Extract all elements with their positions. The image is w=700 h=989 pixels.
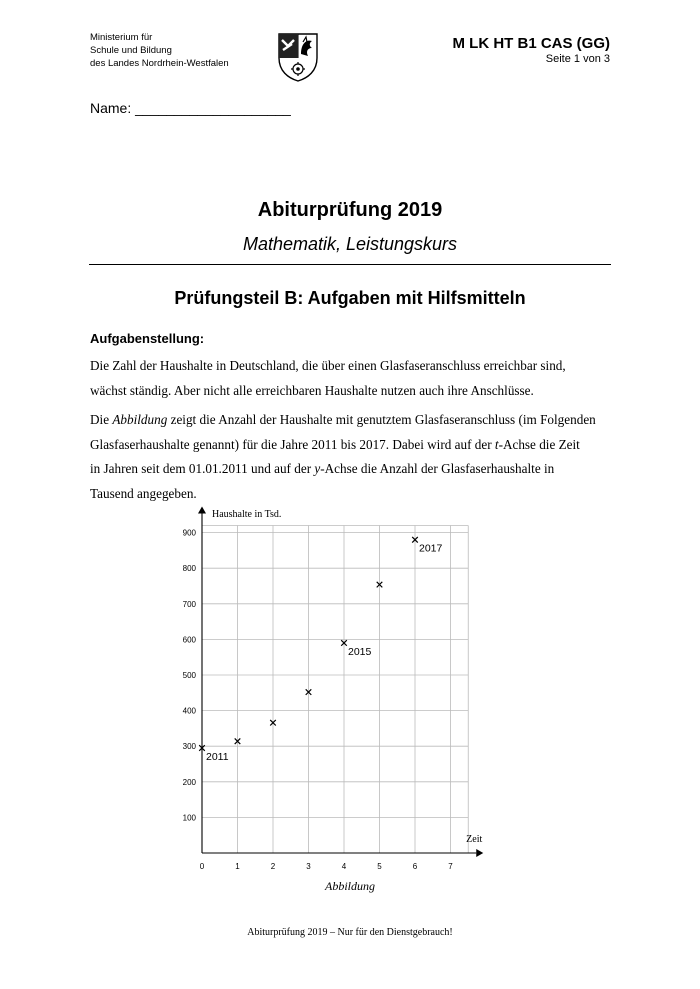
x-tick-label-3: 3	[306, 862, 311, 871]
exam-title: Abiturprüfung 2019	[257, 199, 443, 221]
data-label-0: 2011	[206, 750, 229, 763]
p2-line-1	[90, 408, 620, 433]
page-info: Seite 1 von 3	[545, 53, 610, 65]
page-footer: Abiturprüfung 2019 – Nur für den Dienstgebrauch!	[247, 927, 453, 938]
p2-text-f: -Achse die Anzahl der Glasfaserhaushalte in	[320, 461, 555, 477]
task-paragraph-1	[90, 354, 620, 403]
y-tick-label-400: 400	[182, 706, 196, 716]
y-tick-label-200: 200	[182, 777, 196, 787]
x-axis-label: Zeit	[466, 834, 483, 845]
y-tick-label-700: 700	[182, 599, 196, 609]
figure-caption: Abbildung	[325, 879, 375, 893]
x-tick-label-0: 0	[199, 862, 205, 871]
x-tick-label-4: 4	[341, 862, 347, 871]
p2-t-var: t	[494, 436, 499, 452]
task-paragraph-2	[90, 408, 620, 507]
x-tick-label-7: 7	[448, 862, 453, 871]
exam-code: M LK HT B1 CAS (GG)	[452, 35, 610, 52]
p1-line-2: wächst ständig. Aber nicht alle erreichbaren Haushalte nutzen auch ihre Anschlüsse.	[90, 382, 534, 398]
p2-line-3	[90, 457, 620, 482]
ministry-line-1: Ministerium für	[90, 32, 153, 43]
y-tick-label-800: 800	[182, 564, 196, 574]
part-title: Prüfungsteil B: Aufgaben mit Hilfsmitteln	[174, 288, 526, 308]
p2-text-e: in Jahren seit dem 01.01.2011 und auf der	[90, 461, 315, 477]
x-tick-label-5: 5	[377, 862, 382, 871]
x-axis-arrow	[476, 849, 483, 857]
x-tick-label-1: 1	[235, 862, 240, 871]
p2-line-4: Tausend angegeben.	[90, 486, 197, 502]
y-tick-label-300: 300	[182, 742, 196, 752]
state-coat-of-arms-logo	[276, 32, 320, 82]
x-tick-label-2: 2	[270, 862, 276, 871]
p2-text-c: Glasfaserhaushalte genannt) für die Jahre 2011 bis 2017. Dabei wird auf der	[90, 436, 495, 452]
p2-text-d: -Achse die Zeit	[498, 436, 580, 452]
task-heading: Aufgabenstellung:	[90, 331, 205, 346]
y-tick-label-600: 600	[182, 635, 196, 645]
title-divider	[89, 264, 611, 265]
data-label-6: 2017	[419, 542, 443, 555]
p2-text-a: Die	[90, 412, 113, 427]
p1-line-1: Die Zahl der Haushalte in Deutschland, die über einen Glasfaseranschluss erreichbar sind,	[90, 358, 566, 373]
y-tick-label-500: 500	[182, 671, 196, 680]
name-label: Name:	[90, 100, 136, 116]
data-label-4: 2015	[348, 645, 372, 658]
name-field[interactable]	[90, 100, 291, 116]
ministry-line-3: des Landes Nordrhein-Westfalen	[90, 58, 229, 69]
name-blank[interactable]: ____________________	[135, 100, 291, 116]
p2-text-b: zeigt die Anzahl der Haushalte mit genutztem Glasfaseranschluss (im Folgenden	[167, 412, 596, 427]
exam-subtitle: Mathematik, Leistungskurs	[242, 234, 458, 254]
households-scatter-chart	[170, 505, 490, 875]
ministry-name	[90, 31, 229, 70]
y-axis-label: Haushalte in Tsd.	[212, 509, 282, 520]
y-tick-label-900: 900	[182, 528, 196, 538]
p2-line-2	[90, 433, 620, 458]
y-axis-arrow	[198, 506, 206, 513]
ministry-line-2: Schule und Bildung	[90, 45, 172, 56]
x-tick-label-6: 6	[412, 862, 418, 871]
p2-y-var: y	[314, 461, 321, 477]
y-tick-label-100: 100	[182, 813, 196, 823]
exam-code-block	[453, 35, 611, 66]
p2-abbildung: Abbildung	[112, 412, 168, 427]
